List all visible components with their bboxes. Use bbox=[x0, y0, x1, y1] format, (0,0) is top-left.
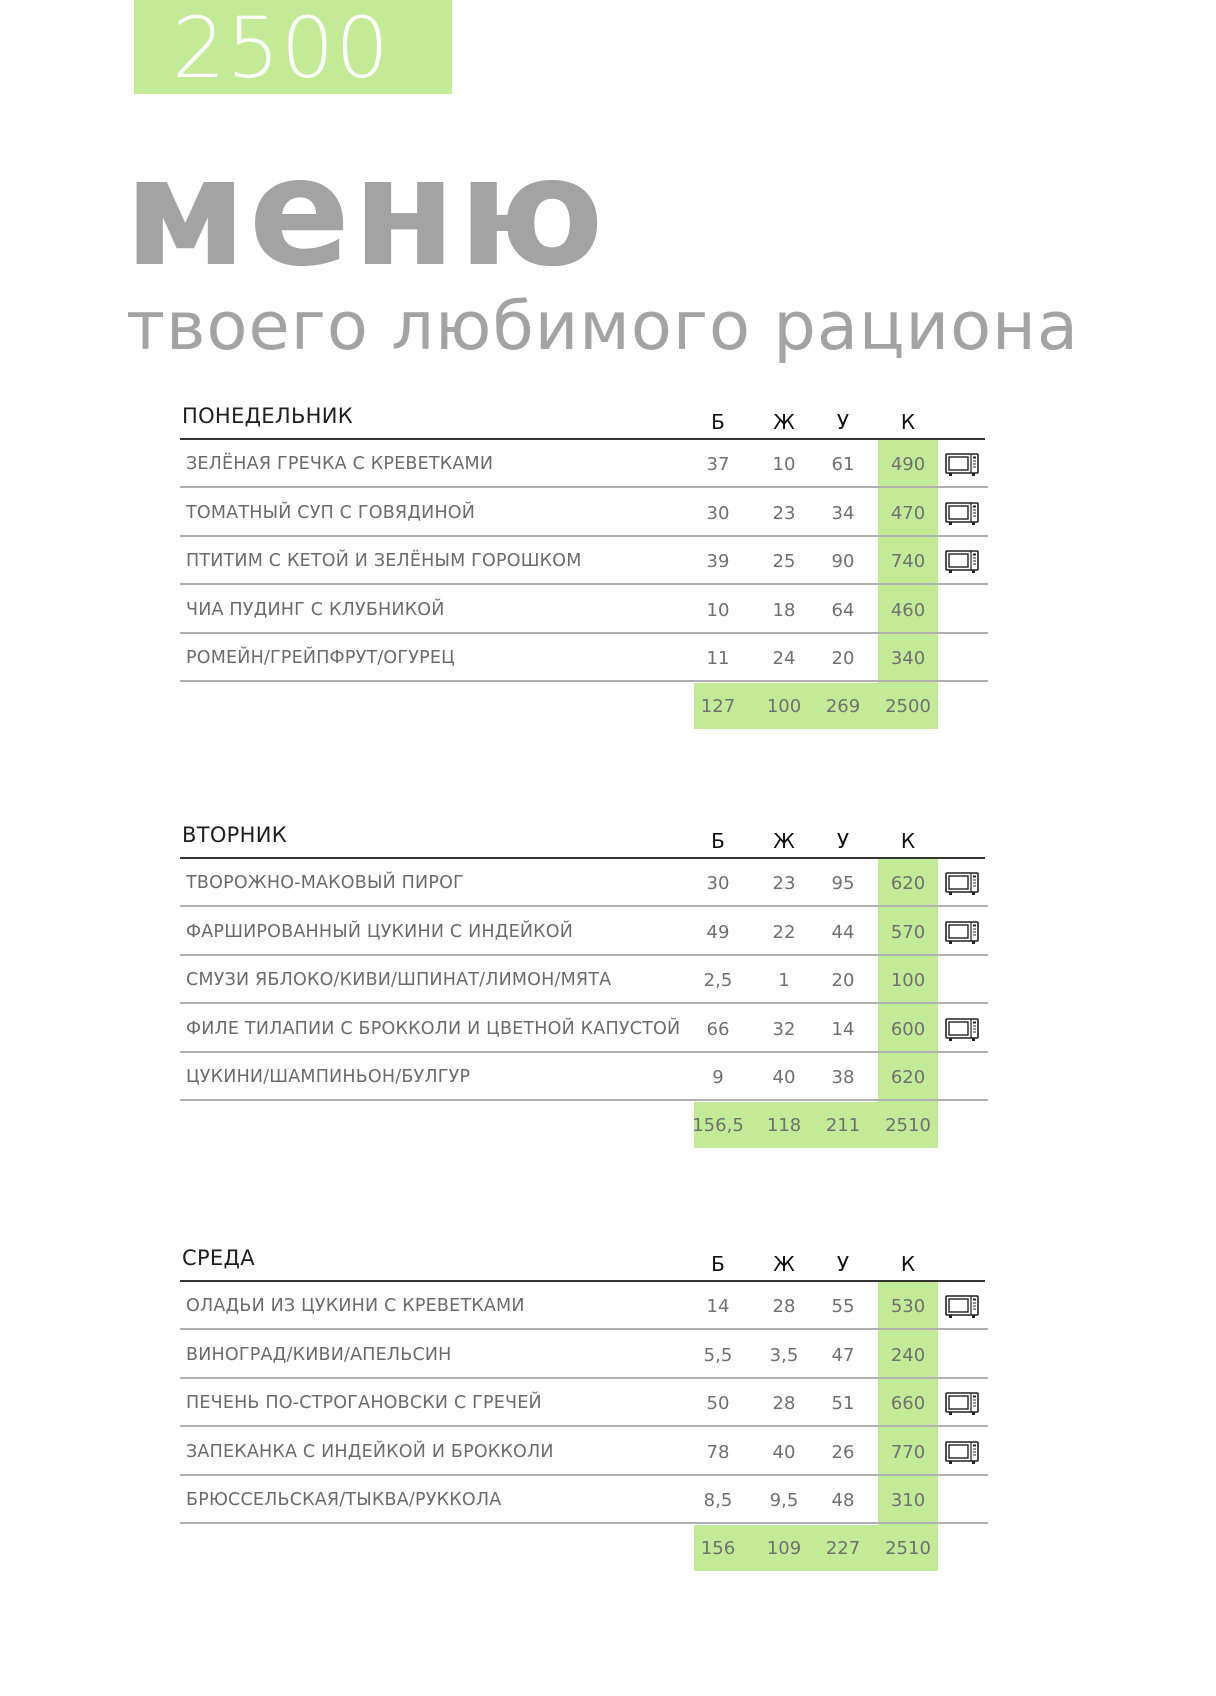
day-name: СРЕДА bbox=[182, 1246, 255, 1270]
value-k: 310 bbox=[890, 1490, 926, 1511]
dish-name: ПТИТИМ С КЕТОЙ И ЗЕЛЁНЫМ ГОРОШКОМ bbox=[186, 551, 582, 571]
microwave-icon bbox=[945, 1441, 979, 1465]
menu-row bbox=[180, 956, 990, 1004]
value-zh: 28 bbox=[772, 1296, 796, 1317]
value-b: 49 bbox=[706, 921, 730, 943]
dish-name: ФИЛЕ ТИЛАПИИ С БРОККОЛИ И ЦВЕТНОЙ КАПУСТОЙ bbox=[186, 1018, 681, 1039]
value-u: 20 bbox=[831, 970, 855, 991]
total-zh: 100 bbox=[766, 695, 802, 717]
calorie-badge-value: 2500 bbox=[172, 0, 390, 97]
column-header-zh: Ж bbox=[773, 829, 795, 853]
value-zh: 18 bbox=[772, 599, 796, 621]
dish-name: ЗАПЕКАНКА С ИНДЕЙКОЙ И БРОККОЛИ bbox=[186, 1441, 554, 1462]
dish-name: БРЮССЕЛЬСКАЯ/ТЫКВА/РУККОЛА bbox=[186, 1490, 502, 1510]
column-header-zh: Ж bbox=[773, 410, 795, 434]
value-k: 570 bbox=[890, 921, 926, 943]
dish-name: ЦУКИНИ/ШАМПИНЬОН/БУЛГУР bbox=[186, 1067, 471, 1087]
value-b: 37 bbox=[706, 454, 730, 475]
value-u: 61 bbox=[831, 454, 855, 475]
total-k: 2510 bbox=[885, 1537, 931, 1559]
totals-row bbox=[694, 683, 938, 729]
dish-name: ЗЕЛЁНАЯ ГРЕЧКА С КРЕВЕТКАМИ bbox=[186, 454, 494, 474]
microwave-icon bbox=[945, 453, 979, 477]
column-header-b: Б bbox=[711, 410, 725, 434]
value-k: 600 bbox=[890, 1018, 926, 1040]
value-u: 38 bbox=[831, 1067, 855, 1088]
value-zh: 24 bbox=[772, 648, 796, 669]
value-zh: 9,5 bbox=[769, 1490, 799, 1511]
menu-row bbox=[180, 489, 990, 537]
value-b: 39 bbox=[706, 551, 730, 572]
microwave-icon bbox=[945, 1392, 979, 1416]
value-u: 95 bbox=[831, 873, 855, 894]
value-zh: 1 bbox=[778, 970, 790, 991]
menu-row bbox=[180, 1476, 990, 1524]
value-zh: 32 bbox=[772, 1018, 796, 1040]
value-k: 100 bbox=[890, 970, 926, 991]
value-zh: 25 bbox=[772, 551, 796, 572]
column-header-u: У bbox=[836, 1252, 850, 1276]
day-header bbox=[180, 1246, 990, 1280]
microwave-icon bbox=[945, 1295, 979, 1319]
total-u: 211 bbox=[825, 1114, 861, 1136]
dish-name: ТВОРОЖНО-МАКОВЫЙ ПИРОГ bbox=[186, 873, 464, 893]
column-header-b: Б bbox=[711, 829, 725, 853]
menu-row bbox=[180, 537, 990, 585]
day-name: ПОНЕДЕЛЬНИК bbox=[182, 404, 353, 428]
total-zh: 118 bbox=[766, 1114, 802, 1136]
day-header bbox=[180, 404, 990, 438]
value-k: 460 bbox=[890, 599, 926, 621]
total-zh: 109 bbox=[766, 1537, 802, 1559]
dish-name: ЧИА ПУДИНГ С КЛУБНИКОЙ bbox=[186, 599, 445, 620]
totals-row bbox=[694, 1525, 938, 1571]
microwave-icon bbox=[945, 921, 979, 945]
total-k: 2500 bbox=[885, 695, 931, 717]
value-k: 340 bbox=[890, 648, 926, 669]
value-k: 470 bbox=[890, 502, 926, 524]
value-u: 55 bbox=[831, 1296, 855, 1317]
total-b: 156 bbox=[700, 1537, 736, 1559]
value-zh: 40 bbox=[772, 1067, 796, 1088]
column-header-b: Б bbox=[711, 1252, 725, 1276]
total-u: 269 bbox=[825, 695, 861, 717]
value-u: 47 bbox=[831, 1344, 855, 1366]
menu-row bbox=[180, 1282, 990, 1330]
value-u: 20 bbox=[831, 648, 855, 669]
menu-row bbox=[180, 634, 990, 682]
dish-name: ТОМАТНЫЙ СУП С ГОВЯДИНОЙ bbox=[186, 502, 476, 523]
day-section bbox=[180, 823, 990, 1153]
value-u: 44 bbox=[831, 921, 855, 943]
value-k: 660 bbox=[890, 1393, 926, 1414]
menu-row bbox=[180, 1053, 990, 1101]
value-k: 770 bbox=[890, 1441, 926, 1463]
value-zh: 28 bbox=[772, 1393, 796, 1414]
dish-name: ВИНОГРАД/КИВИ/АПЕЛЬСИН bbox=[186, 1344, 452, 1365]
value-b: 5,5 bbox=[703, 1344, 733, 1366]
total-b: 127 bbox=[700, 695, 736, 717]
value-u: 51 bbox=[831, 1393, 855, 1414]
value-u: 64 bbox=[831, 599, 855, 621]
total-u: 227 bbox=[825, 1537, 861, 1559]
value-k: 240 bbox=[890, 1344, 926, 1366]
column-header-u: У bbox=[836, 410, 850, 434]
value-k: 740 bbox=[890, 551, 926, 572]
dish-name: СМУЗИ ЯБЛОКО/КИВИ/ШПИНАТ/ЛИМОН/МЯТА bbox=[186, 970, 612, 990]
value-b: 30 bbox=[706, 502, 730, 524]
total-b: 156,5 bbox=[692, 1114, 744, 1136]
value-b: 10 bbox=[706, 599, 730, 621]
value-k: 620 bbox=[890, 1067, 926, 1088]
value-k: 530 bbox=[890, 1296, 926, 1317]
totals-row bbox=[694, 1102, 938, 1148]
day-section bbox=[180, 1246, 990, 1576]
calorie-badge bbox=[134, 0, 452, 97]
day-name: ВТОРНИК bbox=[182, 823, 287, 847]
column-header-u: У bbox=[836, 829, 850, 853]
value-k: 490 bbox=[890, 454, 926, 475]
page-title: меню bbox=[124, 126, 606, 300]
menu-row bbox=[180, 440, 990, 488]
day-header bbox=[180, 823, 990, 857]
menu-row bbox=[180, 1331, 990, 1379]
dish-name: ПЕЧЕНЬ ПО-СТРОГАНОВСКИ С ГРЕЧЕЙ bbox=[186, 1393, 542, 1413]
menu-row bbox=[180, 1379, 990, 1427]
value-b: 8,5 bbox=[703, 1490, 733, 1511]
value-u: 14 bbox=[831, 1018, 855, 1040]
value-zh: 23 bbox=[772, 502, 796, 524]
microwave-icon bbox=[945, 550, 979, 574]
value-zh: 3,5 bbox=[769, 1344, 799, 1366]
value-b: 11 bbox=[706, 648, 730, 669]
dish-name: РОМЕЙН/ГРЕЙПФРУТ/ОГУРЕЦ bbox=[186, 648, 455, 668]
microwave-icon bbox=[945, 502, 979, 526]
value-zh: 40 bbox=[772, 1441, 796, 1463]
column-header-k: К bbox=[900, 829, 916, 853]
column-header-k: К bbox=[900, 410, 916, 434]
microwave-icon bbox=[945, 872, 979, 896]
value-zh: 10 bbox=[772, 454, 796, 475]
value-b: 78 bbox=[706, 1441, 730, 1463]
dish-name: ОЛАДЬИ ИЗ ЦУКИНИ С КРЕВЕТКАМИ bbox=[186, 1296, 525, 1316]
value-b: 50 bbox=[706, 1393, 730, 1414]
total-k: 2510 bbox=[885, 1114, 931, 1136]
menu-row bbox=[180, 859, 990, 907]
menu-row bbox=[180, 908, 990, 956]
dish-name: ФАРШИРОВАННЫЙ ЦУКИНИ С ИНДЕЙКОЙ bbox=[186, 921, 574, 942]
menu-row bbox=[180, 586, 990, 634]
menu-row bbox=[180, 1428, 990, 1476]
value-zh: 23 bbox=[772, 873, 796, 894]
value-b: 2,5 bbox=[703, 970, 733, 991]
value-u: 34 bbox=[831, 502, 855, 524]
value-u: 26 bbox=[831, 1441, 855, 1463]
day-section bbox=[180, 404, 990, 734]
column-header-zh: Ж bbox=[773, 1252, 795, 1276]
value-b: 14 bbox=[706, 1296, 730, 1317]
column-header-k: К bbox=[900, 1252, 916, 1276]
value-b: 9 bbox=[712, 1067, 724, 1088]
value-u: 48 bbox=[831, 1490, 855, 1511]
value-b: 30 bbox=[706, 873, 730, 894]
value-u: 90 bbox=[831, 551, 855, 572]
value-zh: 22 bbox=[772, 921, 796, 943]
menu-row bbox=[180, 1005, 990, 1053]
page-subtitle: твоего любимого рациона bbox=[126, 287, 1079, 365]
value-b: 66 bbox=[706, 1018, 730, 1040]
microwave-icon bbox=[945, 1018, 979, 1042]
value-k: 620 bbox=[890, 873, 926, 894]
